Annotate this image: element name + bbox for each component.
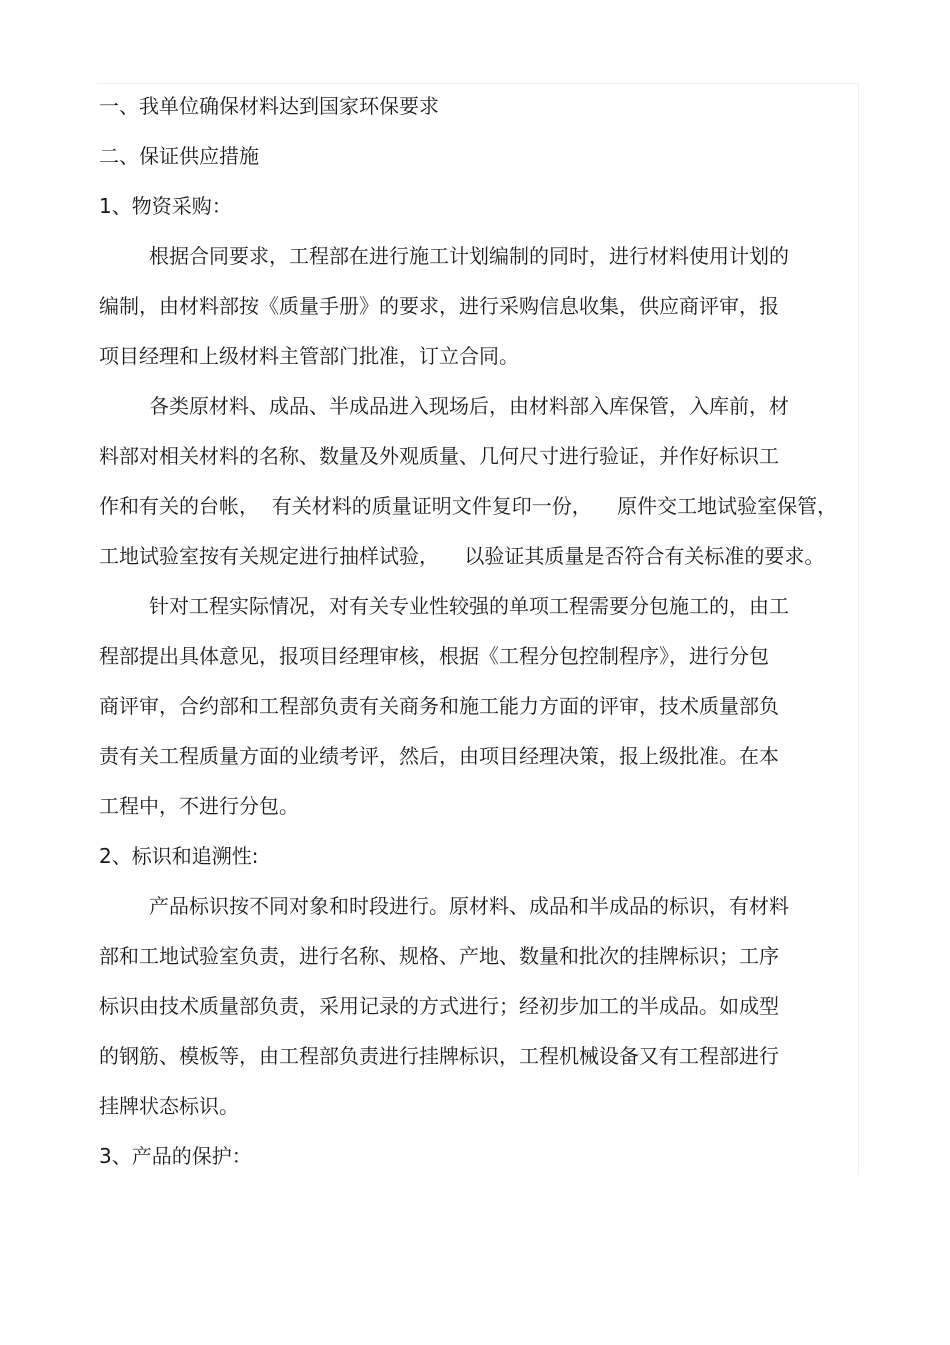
paragraph-line: 料部对相关材料的名称、数量及外观质量、几何尺寸进行验证，并作好标识工 — [99, 444, 779, 468]
paragraph-line: 工程中，不进行分包。 — [99, 794, 299, 818]
paragraph-line: 责有关工程质量方面的业绩考评，然后，由项目经理决策，报上级批准。在本 — [99, 744, 779, 768]
paragraph-line: 的钢筋、模板等，由工程部负责进行挂牌标识，工程机械设备又有工程部进行 — [99, 1044, 779, 1068]
paragraph-line: 标识由技术质量部负责，采用记录的方式进行；经初步加工的半成品。如成型 — [99, 994, 779, 1018]
paragraph-line: 挂牌状态标识。 — [99, 1094, 239, 1118]
subheading-identification: 2、标识和追溯性: — [99, 844, 259, 868]
paragraph-line: 各类原材料、成品、半成品进入现场后，由材料部入库保管，入库前，材 — [149, 394, 789, 418]
heading-supply-measures: 二、保证供应措施 — [99, 144, 259, 168]
subheading-product-protection: 3、产品的保护： — [99, 1144, 252, 1168]
document-body — [99, 81, 859, 1181]
paragraph-line: 产品标识按不同对象和时段进行。原材料、成品和半成品的标识，有材料 — [149, 894, 789, 918]
paragraph-line: 部和工地试验室负责，进行名称、规格、产地、数量和批次的挂牌标识；工序 — [99, 944, 779, 968]
paragraph-line: 商评审，合约部和工程部负责有关商务和施工能力方面的评审，技术质量部负 — [99, 694, 779, 718]
paragraph-line: 项目经理和上级材料主管部门批准，订立合同。 — [99, 344, 519, 368]
paragraph-line: 针对工程实际情况，对有关专业性较强的单项工程需要分包施工的，由工 — [149, 594, 789, 618]
paragraph-line: 编制，由材料部按《质量手册》的要求，进行采购信息收集，供应商评审，报 — [99, 294, 779, 318]
paragraph-line: 程部提出具体意见，报项目经理审核，根据《工程分包控制程序》，进行分包 — [99, 644, 769, 668]
paragraph-line: 作和有关的台帐， 有关材料的质量证明文件复印一份， 原件交工地试验室保管， — [99, 494, 838, 518]
heading-environmental: 一、我单位确保材料达到国家环保要求 — [99, 94, 439, 118]
subheading-procurement: 1、物资采购： — [99, 194, 232, 218]
paragraph-line: 工地试验室按有关规定进行抽样试验， 以验证其质量是否符合有关标准的要求。 — [99, 544, 825, 568]
paragraph-line: 根据合同要求，工程部在进行施工计划编制的同时，进行材料使用计划的 — [149, 244, 789, 268]
